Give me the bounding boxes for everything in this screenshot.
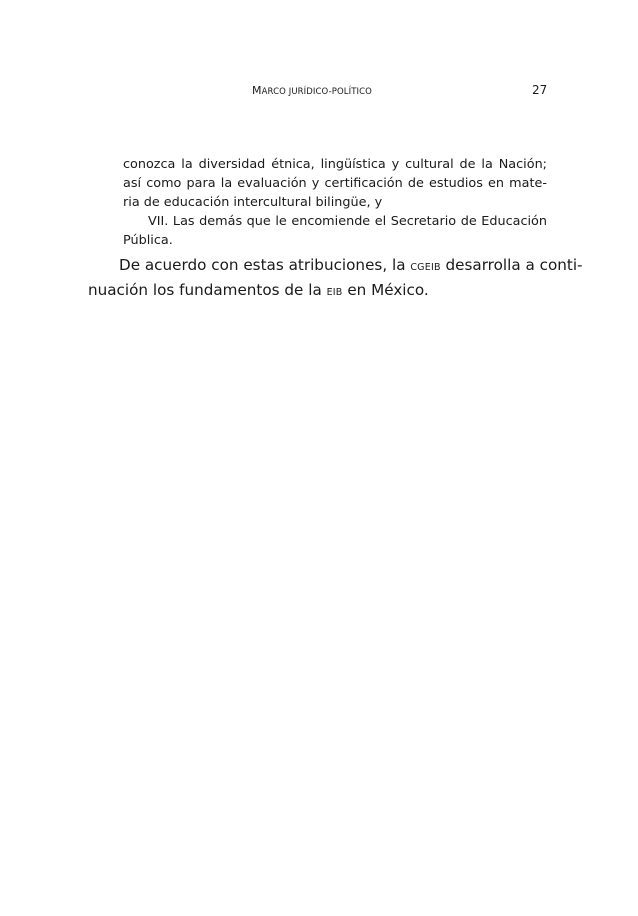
running-head [252, 84, 372, 99]
quote-line: VII. Las demás que le encomiende el Secretario de Educación [148, 214, 547, 229]
quote-line: ria de educación intercultural bilingüe, y [123, 195, 383, 210]
quote-line: Pública. [123, 233, 173, 248]
body-text-segment: nuación los fundamentos de la [88, 281, 327, 299]
running-head-initial: M [252, 84, 262, 97]
body-text-segment: De acuerdo con estas atribuciones, la [119, 256, 411, 274]
body-text-segment: desarrolla a conti- [440, 256, 583, 274]
acronym-cgeib: CGEIB [410, 262, 441, 273]
body-paragraph [88, 254, 583, 304]
quote-block [123, 155, 547, 250]
body-line [88, 279, 547, 304]
acronym-eib: EIB [326, 287, 343, 298]
running-head-smallcaps: ARCO JURÍDICO-POLÍTICO [261, 87, 372, 97]
body-line [88, 254, 583, 279]
quote-line: así como para la evaluación y certificación de estudios en mate- [123, 176, 547, 191]
body-text-segment: en México. [342, 281, 429, 299]
quote-line: conozca la diversidad étnica, lingüística y cultural de la Nación; [123, 157, 547, 172]
page-number: 27 [532, 83, 548, 97]
